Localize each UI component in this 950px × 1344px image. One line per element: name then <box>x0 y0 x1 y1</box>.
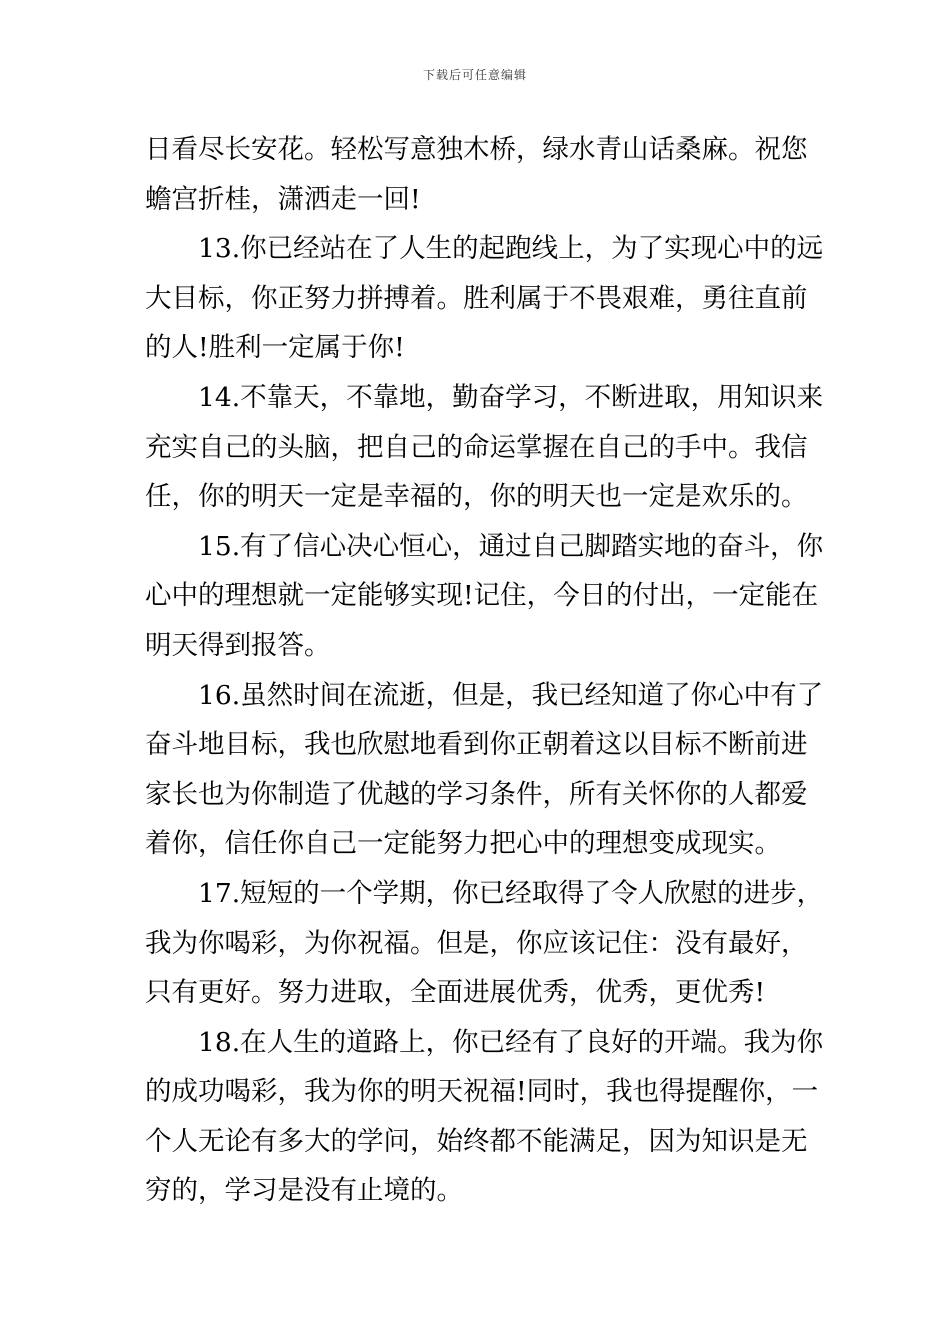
text-line: 的成功喝彩，我为你的明天祝福!同时，我也得提醒你，一 <box>145 1076 819 1108</box>
text-line: 着你，信任你自己一定能努力把心中的理想变成现实。 <box>145 828 781 860</box>
text-line: 充实自己的头脑，把自己的命运掌握在自己的手中。我信 <box>145 431 808 463</box>
text-line: 蟾宫折桂，潇洒走一回! <box>145 183 421 215</box>
document-body <box>145 128 824 1219</box>
text-line: 日看尽长安花。轻松写意独木桥，绿水青山话桑麻。祝您 <box>145 134 808 165</box>
text-line: 大目标，你正努力拼搏着。胜利属于不畏艰难，勇往直前 <box>145 282 808 314</box>
text-line: 只有更好。努力进取，全面进展优秀，优秀，更优秀! <box>145 977 766 1009</box>
paragraph-start-15: 15.有了信心决心恒心，通过自己脚踏实地的奋斗，你 <box>198 530 824 562</box>
paragraph-start-13: 13.你已经站在了人生的起跑线上，为了实现心中的远 <box>198 233 824 265</box>
text-line: 任，你的明天一定是幸福的，你的明天也一定是欢乐的。 <box>145 481 808 513</box>
paragraph-start-14: 14.不靠天，不靠地，勤奋学习，不断进取，用知识来 <box>198 381 824 413</box>
text-line: 奋斗地目标，我也欣慰地看到你正朝着这以目标不断前进 <box>145 729 808 761</box>
paragraph-start-17: 17.短短的一个学期，你已经取得了令人欣慰的进步， <box>198 877 824 909</box>
paragraph-start-18: 18.在人生的道路上，你已经有了良好的开端。我为你 <box>198 1026 824 1058</box>
text-line: 我为你喝彩，为你祝福。但是，你应该记住：没有最好， <box>145 927 808 959</box>
paragraph-start-16: 16.虽然时间在流逝，但是，我已经知道了你心中有了 <box>198 679 824 711</box>
page-header: 下载后可任意编辑 <box>422 68 527 82</box>
text-line: 个人无论有多大的学问，始终都不能满足，因为知识是无 <box>145 1125 808 1157</box>
text-line: 穷的，学习是没有止境的。 <box>145 1175 463 1207</box>
text-line: 家长也为你制造了优越的学习条件，所有关怀你的人都爱 <box>145 778 808 810</box>
text-line: 的人!胜利一定属于你! <box>145 332 405 364</box>
text-line: 明天得到报答。 <box>145 629 331 661</box>
text-line: 心中的理想就一定能够实现!记住，今日的付出，一定能在 <box>145 580 819 612</box>
